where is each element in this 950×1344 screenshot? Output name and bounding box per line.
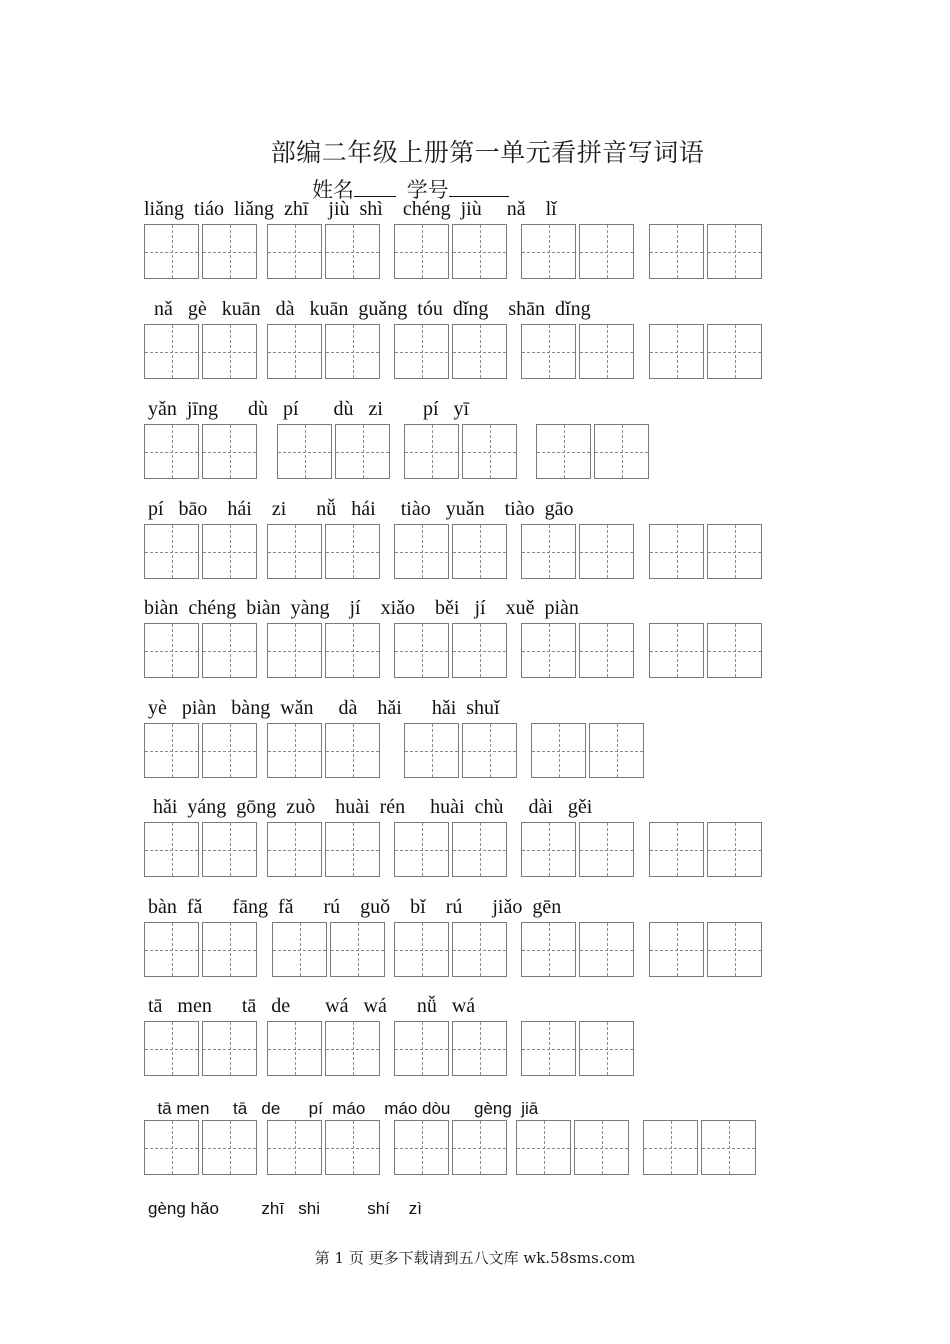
pinyin-line: biàn chéng biàn yàng jí xiǎo běi jí xuě piàn	[144, 597, 579, 619]
writing-cell[interactable]	[325, 723, 380, 778]
writing-cell[interactable]	[202, 524, 257, 579]
name-label: 姓名	[312, 178, 354, 202]
writing-cell[interactable]	[325, 1021, 380, 1076]
pinyin-line: liǎng tiáo liǎng zhī jiù shì chéng jiù nǎ lǐ	[144, 198, 557, 220]
writing-cell[interactable]	[521, 623, 576, 678]
writing-cell[interactable]	[202, 623, 257, 678]
writing-cell[interactable]	[701, 1120, 756, 1175]
writing-cell[interactable]	[202, 922, 257, 977]
writing-cell[interactable]	[521, 922, 576, 977]
pinyin-line: gèng hǎo zhī shi shí zì	[148, 1199, 423, 1218]
writing-cell[interactable]	[452, 822, 507, 877]
writing-cell[interactable]	[144, 822, 199, 877]
writing-cell[interactable]	[325, 822, 380, 877]
writing-cell[interactable]	[521, 324, 576, 379]
writing-cell[interactable]	[452, 524, 507, 579]
writing-cell[interactable]	[144, 324, 199, 379]
writing-cell[interactable]	[649, 623, 704, 678]
writing-cell[interactable]	[707, 524, 762, 579]
writing-cell[interactable]	[267, 1021, 322, 1076]
writing-cell[interactable]	[404, 723, 459, 778]
pinyin-line: hǎi yáng gōng zuò huài rén huài chù dài gěi	[148, 796, 593, 818]
writing-cell[interactable]	[649, 922, 704, 977]
writing-cell[interactable]	[579, 524, 634, 579]
writing-cell[interactable]	[594, 424, 649, 479]
writing-cell[interactable]	[404, 424, 459, 479]
writing-cell[interactable]	[452, 324, 507, 379]
writing-cell[interactable]	[144, 1021, 199, 1076]
writing-cell[interactable]	[707, 822, 762, 877]
writing-cell[interactable]	[144, 1120, 199, 1175]
writing-cell[interactable]	[574, 1120, 629, 1175]
writing-cell[interactable]	[325, 224, 380, 279]
writing-cell[interactable]	[144, 424, 199, 479]
writing-cell[interactable]	[649, 324, 704, 379]
writing-cell[interactable]	[335, 424, 390, 479]
pinyin-line: tā men tā de wá wá nǚ wá	[148, 995, 476, 1017]
writing-cell[interactable]	[267, 723, 322, 778]
writing-cell[interactable]	[589, 723, 644, 778]
writing-cell[interactable]	[521, 822, 576, 877]
writing-cell[interactable]	[267, 324, 322, 379]
writing-cell[interactable]	[531, 723, 586, 778]
writing-cell[interactable]	[272, 922, 327, 977]
writing-cell[interactable]	[394, 324, 449, 379]
writing-cell[interactable]	[536, 424, 591, 479]
writing-cell[interactable]	[521, 1021, 576, 1076]
writing-cell[interactable]	[707, 224, 762, 279]
writing-cell[interactable]	[325, 1120, 380, 1175]
writing-cell[interactable]	[202, 324, 257, 379]
writing-cell[interactable]	[452, 1120, 507, 1175]
writing-cell[interactable]	[325, 623, 380, 678]
writing-cell[interactable]	[579, 822, 634, 877]
writing-cell[interactable]	[202, 1120, 257, 1175]
writing-cell[interactable]	[579, 623, 634, 678]
writing-cell[interactable]	[330, 922, 385, 977]
writing-cell[interactable]	[516, 1120, 571, 1175]
writing-cell[interactable]	[452, 224, 507, 279]
writing-cell[interactable]	[267, 524, 322, 579]
pinyin-line: tā men tā de pí máo máo dòu gèng jiā	[148, 1099, 539, 1118]
writing-cell[interactable]	[325, 524, 380, 579]
number-blank[interactable]	[449, 176, 509, 197]
writing-cell[interactable]	[649, 524, 704, 579]
writing-cell[interactable]	[394, 623, 449, 678]
name-blank[interactable]	[354, 176, 396, 197]
writing-cell[interactable]	[579, 224, 634, 279]
writing-cell[interactable]	[394, 1021, 449, 1076]
writing-cell[interactable]	[649, 822, 704, 877]
pinyin-line: yè piàn bàng wǎn dà hǎi hǎi shuǐ	[148, 697, 500, 719]
writing-cell[interactable]	[394, 1120, 449, 1175]
pinyin-line: bàn fǎ fāng fǎ rú guǒ bǐ rú jiǎo gēn	[148, 896, 562, 918]
writing-cell[interactable]	[325, 324, 380, 379]
writing-cell[interactable]	[267, 1120, 322, 1175]
writing-cell[interactable]	[202, 822, 257, 877]
writing-cell[interactable]	[649, 224, 704, 279]
writing-cell[interactable]	[643, 1120, 698, 1175]
writing-cell[interactable]	[462, 424, 517, 479]
writing-cell[interactable]	[462, 723, 517, 778]
writing-cell[interactable]	[144, 623, 199, 678]
writing-cell[interactable]	[579, 922, 634, 977]
writing-cell[interactable]	[267, 224, 322, 279]
writing-cell[interactable]	[452, 623, 507, 678]
page-footer: 第 1 页 更多下载请到五八文库 wk.58sms.com	[314, 1249, 636, 1267]
writing-cell[interactable]	[267, 822, 322, 877]
writing-cell[interactable]	[394, 822, 449, 877]
pinyin-line: nǎ gè kuān dà kuān guǎng tóu dǐng shān dǐng	[144, 298, 591, 320]
number-label: 学号	[406, 178, 449, 202]
writing-cell[interactable]	[267, 623, 322, 678]
writing-cell[interactable]	[277, 424, 332, 479]
page-title: 部编二年级上册第一单元看拼音写词语	[270, 138, 705, 167]
writing-cell[interactable]	[144, 922, 199, 977]
writing-cell[interactable]	[521, 524, 576, 579]
writing-cell[interactable]	[394, 224, 449, 279]
writing-cell[interactable]	[394, 922, 449, 977]
writing-cell[interactable]	[394, 524, 449, 579]
writing-cell[interactable]	[521, 224, 576, 279]
writing-cell[interactable]	[144, 723, 199, 778]
writing-cell[interactable]	[579, 324, 634, 379]
writing-cell[interactable]	[202, 723, 257, 778]
writing-cell[interactable]	[202, 1021, 257, 1076]
pinyin-line: yǎn jīng dù pí dù zi pí yī	[148, 398, 470, 420]
writing-cell[interactable]	[144, 224, 199, 279]
writing-cell[interactable]	[144, 524, 199, 579]
writing-cell[interactable]	[707, 623, 762, 678]
writing-cell[interactable]	[202, 424, 257, 479]
writing-cell[interactable]	[452, 1021, 507, 1076]
writing-cell[interactable]	[579, 1021, 634, 1076]
writing-cell[interactable]	[452, 922, 507, 977]
writing-cell[interactable]	[202, 224, 257, 279]
pinyin-line: pí bāo hái zi nǚ hái tiào yuǎn tiào gāo	[148, 498, 574, 520]
writing-cell[interactable]	[707, 922, 762, 977]
writing-cell[interactable]	[707, 324, 762, 379]
